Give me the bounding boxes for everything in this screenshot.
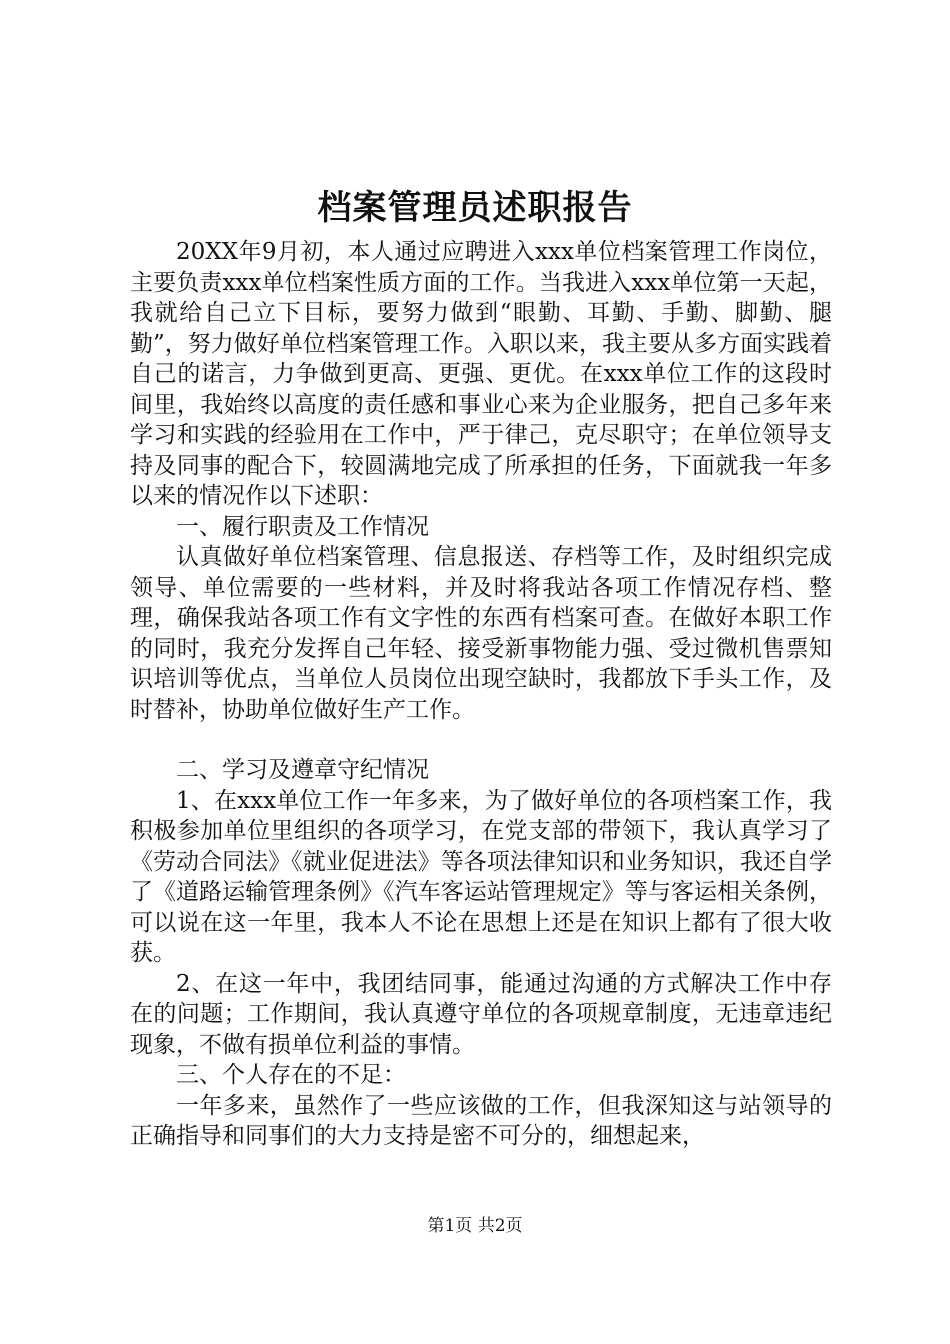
paragraph-study-1: 1、在xxx单位工作一年多来，为了做好单位的各项档案工作，我积极参加单位里组织的各项学习，在党支部的带领下，我认真学习了《劳动合同法》《就业促进法》等各项法律知识和业务知识，我还自学了《道路运输管理条例》《汽车客运站管理规定》等与客运相关条例，可以说在这一年里，我本人不论在思想上还是在知识上都有了很大收获。 (130, 787, 832, 966)
section-heading-shortcomings: 三、个人存在的不足： (176, 1062, 406, 1088)
section-heading-duties: 一、履行职责及工作情况 (176, 513, 429, 540)
paragraph-intro: 20XX年9月初，本人通过应聘进入xxx单位档案管理工作岗位，主要负责xxx单位档案性质方面的工作。当我进入xxx单位第一天起，我就给自己立下目标，要努力做到“眼勤、耳勤、手勤、脚勤、腿勤”，努力做好单位档案管理工作。入职以来，我主要从多方面实践着自己的诺言，力争做到更高、更强、更优。在xxx单位工作的这段时间里，我始终以高度的责任感和事业心来为企业服务，把自己多年来学习和实践的经验用在工作中，严于律己，克尽职守；在单位领导支持及同事的配合下，较圆满地完成了所承担的任务，下面就我一年多以来的情况作以下述职： (130, 239, 832, 509)
paragraph-study-2: 2、在这一年中，我团结同事，能通过沟通的方式解决工作中存在的问题；工作期间，我认真遵守单位的各项规章制度，无违章违纪现象，不做有损单位利益的事情。 (130, 970, 832, 1058)
page-number-footer: 第1页 共2页 (427, 1216, 523, 1236)
document-body (130, 237, 832, 1152)
section-heading-study: 二、学习及遵章守纪情况 (176, 757, 429, 783)
paragraph-duties: 认真做好单位档案管理、信息报送、存档等工作，及时组织完成领导、单位需要的一些材料，并及时将我站各项工作情况存档、整理，确保我站各项工作有文字性的东西有档案可查。在做好本职工作的同时，我充分发挥自己年轻、接受新事物能力强、受过微机售票知识培训等优点，当单位人员岗位出现空缺时，我都放下手头工作，及时替补，协助单位做好生产工作。 (130, 544, 832, 723)
document-title: 档案管理员述职报告 (317, 188, 633, 228)
paragraph-shortcomings: 一年多来，虽然作了一些应该做的工作，但我深知这与站领导的正确指导和同事们的大力支持是密不可分的，细想起来， (130, 1092, 832, 1149)
